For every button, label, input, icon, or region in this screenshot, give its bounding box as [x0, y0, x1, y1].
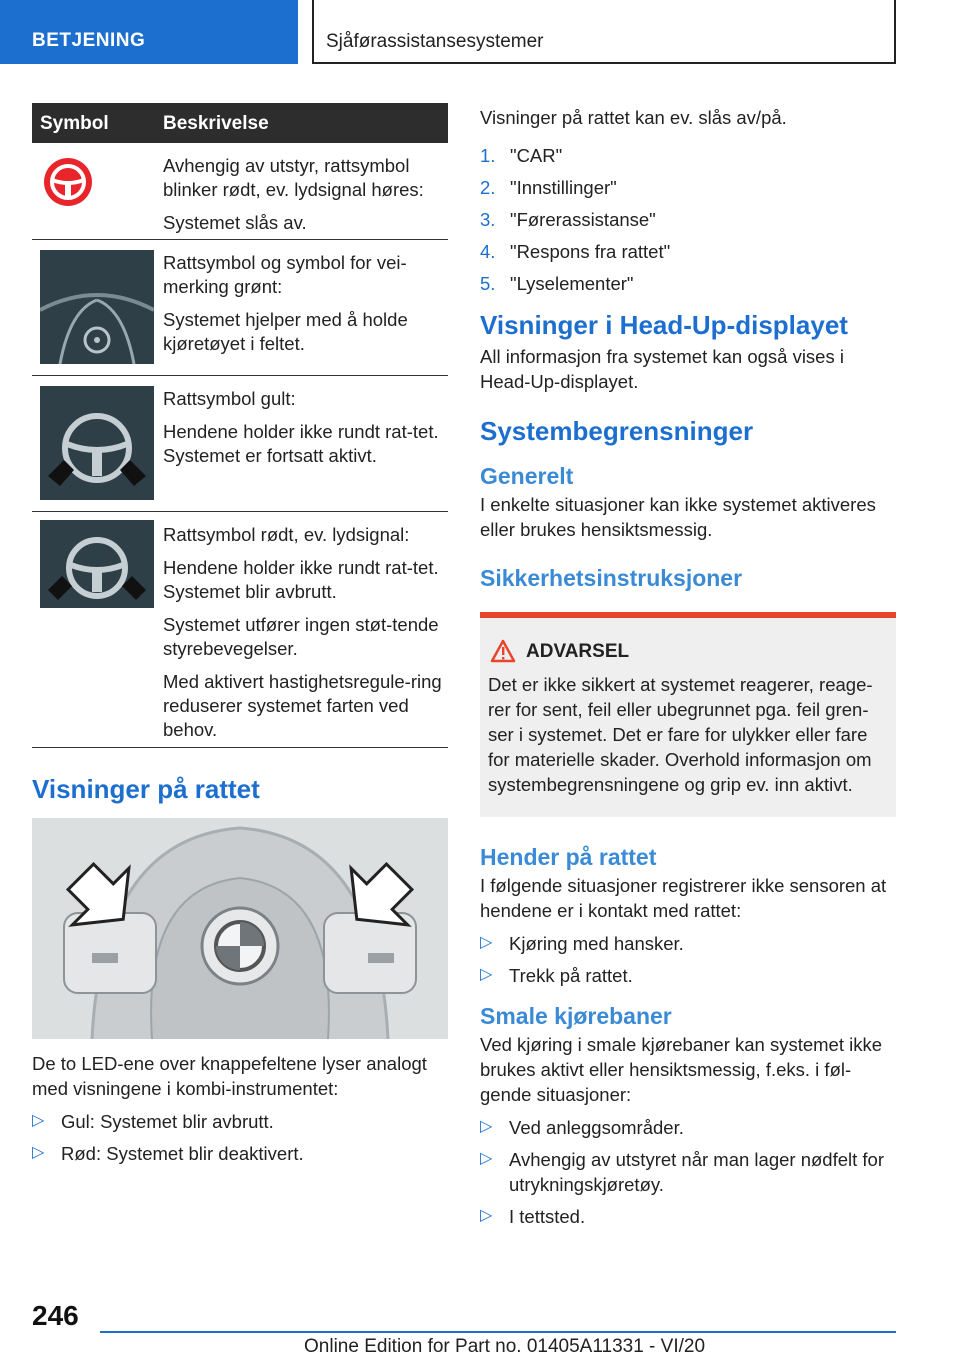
section-heading-hud: Visninger i Head-Up-displayet: [480, 310, 848, 340]
row-text: Rattsymbol rødt, ev. lydsignal:: [163, 524, 410, 545]
row-text: Med aktivert hastighetsregule-ring reduserer systemet farten ved behov.: [163, 671, 442, 740]
subheading-narrow-lanes: Smale kjørebaner: [480, 1003, 672, 1029]
triangle-bullet-icon: ▷: [480, 966, 493, 983]
table-row: [32, 512, 448, 748]
step-item: [480, 272, 896, 296]
wheel-led-list: [32, 1109, 448, 1166]
warning-header: [488, 640, 888, 664]
row-text: Systemet slås av.: [163, 212, 307, 233]
list-item-text: Rød: Systemet blir deaktivert.: [61, 1143, 304, 1164]
row-description: [163, 512, 448, 742]
step-item: [480, 240, 896, 264]
yellow-hands-off-icon: [40, 386, 154, 505]
row-description: [163, 143, 448, 235]
row-text: Rattsymbol og symbol for vei-merking grønt:: [163, 252, 407, 297]
list-item-text: I tettsted.: [509, 1206, 586, 1227]
triangle-bullet-icon: ▷: [480, 934, 493, 951]
step-text: "CAR": [510, 145, 563, 166]
step-item: [480, 208, 896, 232]
step-number: 4.: [480, 241, 496, 262]
table-row: [32, 240, 448, 376]
column-header-symbol: Symbol: [40, 113, 109, 134]
red-hands-off-icon: [40, 520, 154, 613]
list-item-text: Avhengig av utstyret når man lager nødfelt for utrykningskjøretøy.: [509, 1149, 884, 1195]
triangle-bullet-icon: ▷: [32, 1144, 45, 1161]
symbol-table-header: [32, 103, 448, 143]
footer-edition: Online Edition for Part no. 01405A11331 - VI/20: [304, 1336, 706, 1357]
list-item: [480, 963, 896, 988]
header-chapter-box: [312, 0, 896, 64]
warning-box: [480, 612, 896, 817]
subheading-hands: Hender på rattet: [480, 844, 657, 870]
row-description: [163, 376, 448, 468]
settings-steps: [480, 144, 896, 296]
warning-text: Det er ikke sikkert at systemet reagerer, reage-rer for sent, feil eller ubegrunnet pga. feil gren-ser i systemet. Det er fare for ulykker eller fare for materielle skader. Overhold informasjon om systembegrensningene og grip ev. inn aktivt.: [488, 674, 873, 795]
narrow-list: [480, 1115, 896, 1229]
narrow-text: Ved kjøring i smale kjørebaner kan systemet ikke brukes aktivt eller hensiktsmessig, f.eks. i føl-gende situasjoner:: [480, 1034, 883, 1105]
list-item: [480, 931, 896, 956]
step-text: "Lyselementer": [510, 273, 634, 294]
header-chapter-title: Sjåførassistansesystemer: [326, 31, 544, 52]
list-item-text: Kjøring med hansker.: [509, 933, 684, 954]
wheel-led-paragraph: De to LED-ene over knappefeltene lyser analogt med visningene i kombi-instrumentet:: [32, 1053, 427, 1099]
table-row: [32, 376, 448, 512]
row-text: Avhengig av utstyr, rattsymbol blinker rødt, ev. lydsignal høres:: [163, 155, 424, 200]
hud-text: All informasjon fra systemet kan også vises i Head-Up-displayet.: [480, 346, 844, 392]
warning-triangle-icon: [490, 639, 516, 663]
table-row: [32, 143, 448, 240]
section-heading-limits: Systembegrensninger: [480, 416, 754, 446]
list-item: [480, 1147, 896, 1197]
list-item: [32, 1109, 448, 1134]
subheading-general: Generelt: [480, 463, 574, 489]
row-text: Hendene holder ikke rundt rat-tet. Systemet er fortsatt aktivt.: [163, 421, 439, 466]
column-header-description: Beskrivelse: [163, 113, 269, 134]
triangle-bullet-icon: ▷: [480, 1150, 493, 1167]
header-section-title: BETJENING: [32, 30, 146, 51]
list-item: [480, 1204, 896, 1229]
hands-list: [480, 931, 896, 988]
hands-text: I følgende situasjoner registrerer ikke sensoren at hendene er i kontakt med rattet:: [480, 875, 887, 921]
step-text: "Førerassistanse": [510, 209, 656, 230]
toggle-intro: Visninger på rattet kan ev. slås av/på.: [480, 107, 787, 128]
step-text: "Innstillinger": [510, 177, 617, 198]
header-section-tab: [0, 0, 298, 64]
general-text: I enkelte situasjoner kan ikke systemet aktiveres eller brukes hensiktsmessig.: [480, 494, 876, 540]
row-description: [163, 240, 448, 356]
triangle-bullet-icon: ▷: [480, 1118, 493, 1135]
step-number: 1.: [480, 145, 496, 166]
section-heading-wheel-displays: Visninger på rattet: [32, 774, 260, 804]
right-column: [480, 103, 896, 1236]
row-text: Hendene holder ikke rundt rat-tet. Systemet blir avbrutt.: [163, 557, 439, 602]
page-number: 246: [32, 1300, 79, 1331]
list-item-text: Trekk på rattet.: [509, 965, 633, 986]
step-item: [480, 176, 896, 200]
footer-divider: [100, 1331, 896, 1333]
subheading-safety: Sikkerhetsinstruksjoner: [480, 565, 743, 591]
row-text: Systemet hjelper med å holde kjøretøyet i feltet.: [163, 309, 408, 354]
list-item-text: Gul: Systemet blir avbrutt.: [61, 1111, 274, 1132]
step-text: "Respons fra rattet": [510, 241, 671, 262]
step-item: [480, 144, 896, 168]
triangle-bullet-icon: ▷: [480, 1207, 493, 1224]
green-lane-steering-icon: [40, 250, 154, 369]
warning-title: ADVARSEL: [526, 641, 630, 662]
row-text: Systemet utfører ingen støt-tende styrebevegelser.: [163, 614, 439, 659]
step-number: 5.: [480, 273, 496, 294]
step-number: 3.: [480, 209, 496, 230]
list-item-text: Ved anleggsområder.: [509, 1117, 684, 1138]
red-steering-wheel-icon: [42, 156, 94, 213]
left-column: [32, 103, 448, 1173]
row-text: Rattsymbol gult:: [163, 388, 296, 409]
list-item: [32, 1141, 448, 1166]
step-number: 2.: [480, 177, 496, 198]
list-item: [480, 1115, 896, 1140]
steering-wheel-illustration: [32, 818, 448, 1039]
triangle-bullet-icon: ▷: [32, 1112, 45, 1129]
